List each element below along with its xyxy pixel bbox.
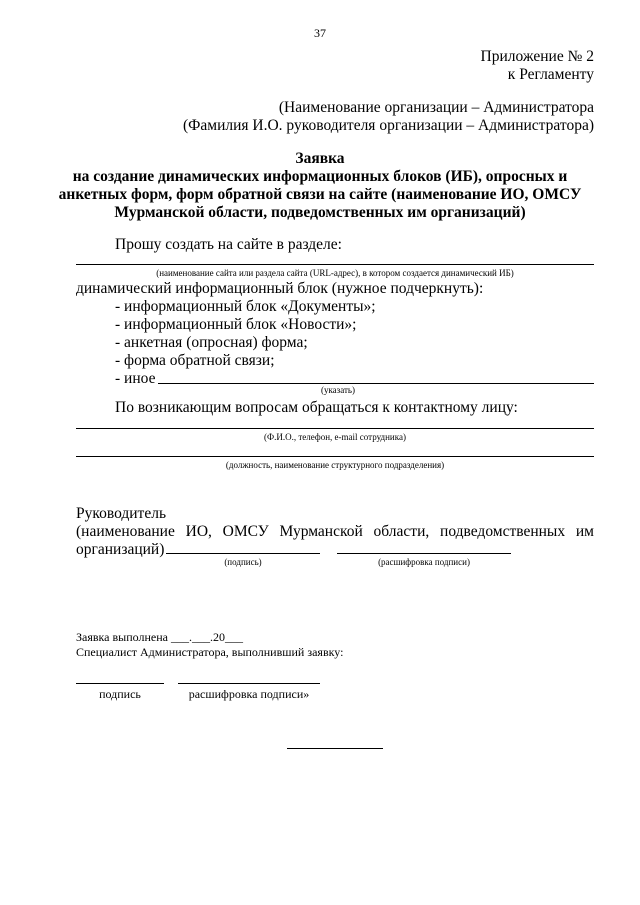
site-caption: (наименование сайта или раздела сайта (URL-адрес), в котором создается динамический ИБ)	[156, 268, 514, 278]
completion-decode-line[interactable]	[178, 683, 320, 684]
head-decode-line[interactable]	[337, 553, 511, 554]
option-other[interactable]: - иное	[115, 370, 156, 387]
addressee-line-2: (Фамилия И.О. руководителя организации – Администратора)	[183, 117, 594, 134]
block-heading: динамический информационный блок (нужное подчеркнуть):	[76, 280, 484, 297]
option-documents[interactable]: - информационный блок «Документы»;	[115, 298, 376, 315]
appendix-line-1: Приложение № 2	[480, 48, 594, 65]
contact-caption-1: (Ф.И.О., телефон, e-mail сотрудника)	[264, 432, 406, 442]
request-intro: Прошу создать на сайте в разделе:	[115, 236, 342, 253]
completion-date: Заявка выполнена ___.___.20___	[76, 630, 243, 644]
other-blank-line[interactable]	[158, 383, 594, 384]
head-org-line-2: организаций)	[76, 541, 165, 558]
title-main: Заявка	[295, 150, 345, 167]
option-news[interactable]: - информационный блок «Новости»;	[115, 316, 357, 333]
contact-blank-line-1[interactable]	[76, 428, 594, 429]
other-caption: (указать)	[320, 385, 356, 395]
head-title: Руководитель	[76, 505, 167, 522]
contact-intro: По возникающим вопросам обращаться к контактному лицу:	[115, 399, 518, 416]
page-number: 37	[314, 26, 326, 40]
option-survey-form[interactable]: - анкетная (опросная) форма;	[115, 334, 308, 351]
title-line-2: анкетных форм, форм обратной связи на сайте (наименование ИО, ОМСУ	[58, 186, 582, 203]
addressee-line-1: (Наименование организации – Администратора	[278, 99, 594, 116]
appendix-line-2: к Регламенту	[507, 66, 594, 83]
closing-divider	[287, 748, 383, 749]
completion-sign-caption: подпись	[99, 687, 141, 701]
contact-blank-line-2[interactable]	[76, 456, 594, 457]
head-org-line: (наименование ИО, ОМСУ Мурманской области, подведомственных им	[76, 523, 594, 540]
title-line-1: на создание динамических информационных блоков (ИБ), опросных и	[72, 168, 568, 185]
head-decode-caption: (расшифровка подписи)	[378, 557, 470, 567]
completion-decode-caption: расшифровка подписи»	[188, 687, 310, 701]
site-blank-line[interactable]	[76, 264, 594, 265]
contact-caption-2: (должность, наименование структурного подразделения)	[225, 460, 445, 470]
head-signature-line[interactable]	[166, 553, 320, 554]
completion-specialist: Специалист Администратора, выполнивший заявку:	[76, 645, 344, 659]
option-feedback-form[interactable]: - форма обратной связи;	[115, 352, 275, 369]
head-sign-caption: (подпись)	[224, 557, 262, 567]
title-line-3: Мурманской области, подведомственных им организаций)	[114, 204, 526, 221]
completion-signature-line[interactable]	[76, 683, 164, 684]
